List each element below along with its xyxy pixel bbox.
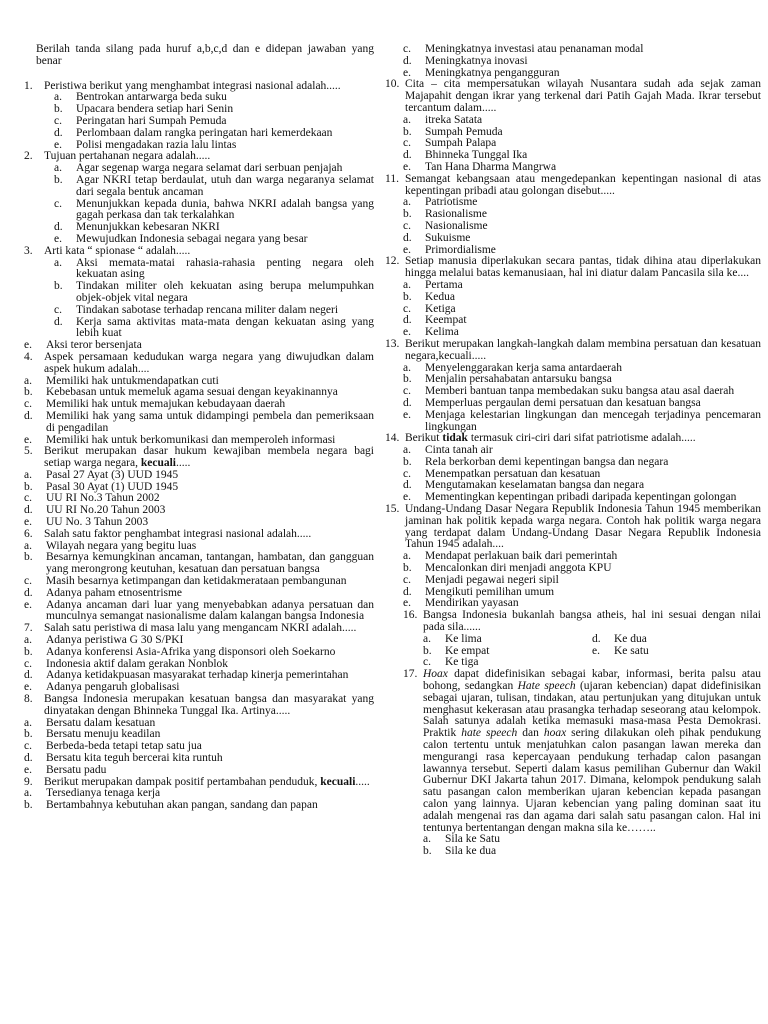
option-d[interactable]: d. Mengikuti pemilihan umum: [403, 585, 555, 598]
option-d[interactable]: d. Memperluas pergaulan demi persatuan dan kesatuan bangsa: [403, 396, 701, 409]
option-a[interactable]: a. Bersatu dalam kesatuan: [24, 716, 156, 729]
question-number: 7.: [24, 622, 33, 635]
option-c[interactable]: c. Ketiga: [403, 302, 456, 315]
option-d[interactable]: d. Adanya ketidakpuasan masyarakat terhadap kinerja pemerintahan: [24, 669, 349, 682]
option-c[interactable]: c. Menjadi pegawai negeri sipil: [403, 573, 559, 586]
question-16: [385, 610, 761, 669]
option-c[interactable]: c. Memiliki hak untuk memajukan kebudayaan daerah: [24, 398, 286, 411]
question-number: 8.: [24, 693, 33, 706]
question-text: Setiap manusia diperlakukan secara pantas, tidak dihina atau diperlakukan hingga melalui batas kemanusiaan, hal ini diatur dalam Pancasila sila ke....: [405, 255, 761, 280]
question-text: Cita – cita mempersatukan wilayah Nusantara sudah ada sejak zaman Majapahit dengan ikrar yang terkenal dari Patih Gajah Mada. Ikrar tersebut tercantum dalam.....: [405, 78, 761, 114]
question-text: Hoax dapat didefinisikan sebagai kabar, informasi, berita palsu atau bohong, sedangkan Hate speech (ujaran kebencian) dapat didefinisikan sebagai ujaran, tulisan, tindakan, atau pertunjukan yang ditujukan untuk menghasut kekerasan atau prasangka terhadap seseorang atau kelompok. Salah satunya adalah ketika memasuki masa-masa Pesta Demokrasi. Praktik hate speech dan hoax sering dilakukan oleh pihak pendukung calon tertentu untuk menjatuhkan calon pasangan lawan mereka dan mengurangi rasa kepercayaan pendukung terhadap calon pasangan lawannya tersebut. Seperti dalam kasus pemilihan Gubernur dan Wakil Gubernur DKI Jakarta tahun 2017. Dimana, kelompok pendukung salah satu pasangan calon memberikan ujaran kebencian kepada pasangan calon yang lainnya. Ujaran kebencian yang paling dominan saat itu adalah mengenai ras dan agama dari salah satu pasangan calon. Hal ini tentunya bertentangan dengan makna sila ke……..: [423, 668, 761, 834]
question-text: Berikut merupakan langkah-langkah dalam membina persatuan dan kesatuan negara,kecuali.....: [405, 337, 761, 362]
question-1: [24, 81, 374, 152]
option-a[interactable]: a. Agar segenap warga negara selamat dari serbuan penjajah: [54, 162, 343, 175]
option-e[interactable]: e. Adanya ancaman dari luar yang menyebabkan adanya persatuan dan munculnya semangat nasionalisme dalam kalangan bangsa Indonesia: [24, 598, 374, 623]
option-d[interactable]: d. Ke dua: [592, 632, 647, 645]
option-a[interactable]: a. Menyelenggarakan kerja sama antardaerah: [403, 361, 622, 374]
question-5: [24, 446, 374, 470]
left-column: [24, 44, 374, 812]
option-e[interactable]: e. Mendirikan yayasan: [403, 597, 519, 610]
option-a[interactable]: a. Sila ke Satu: [423, 833, 500, 846]
question-number: 12.: [385, 255, 400, 268]
option-e[interactable]: e. Kelima: [403, 326, 459, 339]
option-a[interactable]: a. Memiliki hak untukmendapatkan cuti: [24, 374, 219, 387]
option-c[interactable]: c. Memberi bantuan tanpa membedakan suku bangsa atau asal daerah: [403, 385, 735, 398]
option-a[interactable]: a. Bentrokan antarwarga beda suku: [54, 91, 227, 104]
option-d[interactable]: d. Perlombaan dalam rangka peringatan hari kemerdekaan: [54, 126, 333, 139]
question-3: [24, 246, 374, 340]
option-a[interactable]: a. Adanya peristiwa G 30 S/PKI: [24, 634, 184, 647]
option-d[interactable]: d. Memiliki hak yang sama untuk didampingi pembela dan pemeriksaan di pengadilan: [24, 409, 374, 434]
question-text: Salah satu peristiwa di masa lalu yang mengancam NKRI adalah.....: [44, 622, 357, 635]
option-c[interactable]: c. Indonesia aktif dalam gerakan Nonblok: [24, 657, 229, 670]
question-17: [385, 669, 761, 858]
option-d[interactable]: d. UU RI No.20 Tahun 2003: [24, 504, 166, 517]
question-text: Arti kata “ spionase “ adalah.....: [44, 244, 191, 257]
option-b[interactable]: b. Besarnya kemungkinan ancaman, tantangan, hambatan, dan gangguan yang merongrong keutuhan, kesatuan dan persatuan bangsa: [24, 551, 374, 576]
option-d[interactable]: d. Adanya paham etnosentrisme: [24, 586, 183, 599]
option-e[interactable]: e. Aksi teror bersenjata: [24, 339, 142, 352]
option-e[interactable]: e. Bersatu padu: [24, 763, 107, 776]
question-text: Aspek persamaan kedudukan warga negara yang diwujudkan dalam aspek hukum adalah....: [44, 350, 374, 375]
option-b[interactable]: b. Mencalonkan diri menjadi anggota KPU: [403, 562, 612, 575]
option-b[interactable]: b. Adanya konferensi Asia-Afrika yang disponsori oleh Soekarno: [24, 645, 336, 658]
question-number: 15.: [385, 503, 400, 516]
question-text: Bangsa Indonesia bukanlah bangsa atheis, hal ini sesuai dengan nilai pada sila......: [423, 609, 761, 634]
option-a[interactable]: a. Patriotisme: [403, 196, 478, 209]
right-column: [385, 44, 761, 858]
option-e[interactable]: e. UU No. 3 Tahun 2003: [24, 516, 149, 529]
option-e[interactable]: e. Meningkatnya pengangguran: [403, 66, 560, 79]
option-a[interactable]: a. Ke lima: [423, 632, 482, 645]
option-d[interactable]: d. Sukuisme: [403, 231, 471, 244]
question-13: [385, 339, 761, 363]
question-number: 3.: [24, 244, 33, 257]
question-number: 5.: [24, 445, 33, 458]
question-text: Semangat kebangsaan atau mengedepankan kepentingan nasional di atas kepentingan pribadi atau golongan disebut.....: [405, 172, 761, 197]
option-b[interactable]: b. Menjalin persahabatan antarsuku bangsa: [403, 373, 612, 386]
option-c[interactable]: c. Berbeda-beda tetapi tetap satu jua: [24, 740, 202, 753]
option-d[interactable]: d. Menunjukkan kebesaran NKRI: [54, 221, 220, 234]
option-c[interactable]: c. UU RI No.3 Tahun 2002: [24, 492, 160, 505]
question-number: 9.: [24, 775, 33, 788]
question-number: 4.: [24, 350, 33, 363]
question-8: [24, 694, 374, 718]
option-e[interactable]: e. Primordialisme: [403, 243, 496, 256]
option-b[interactable]: b. Bertambahnya kebutuhan akan pangan, sandang dan papan: [24, 799, 318, 812]
question-text: Salah satu faktor penghambat integrasi nasional adalah.....: [44, 527, 312, 540]
question-15: [385, 504, 761, 551]
option-d[interactable]: d. Meningkatnya inovasi: [403, 54, 528, 67]
question-text: Berikut tidak termasuk ciri-ciri dari sifat patriotisme adalah.....: [405, 432, 696, 445]
question-number: 13.: [385, 337, 400, 350]
option-d[interactable]: d. Keempat: [403, 314, 467, 327]
option-c[interactable]: c. Ke tiga: [423, 656, 479, 669]
question-text: Berikut merupakan dampak positif pertambahan penduduk, kecuali.....: [44, 775, 370, 788]
option-d[interactable]: d. Bhinneka Tunggal Ika: [403, 149, 528, 162]
option-e[interactable]: e. Tan Hana Dharma Mangrwa: [403, 160, 557, 173]
option-b[interactable]: b. Upacara bendera setiap hari Senin: [54, 103, 234, 116]
question-number: 10.: [385, 78, 400, 91]
option-b[interactable]: b. Kebebasan untuk memeluk agama sesuai dengan keyakinannya: [24, 386, 338, 399]
option-c[interactable]: c. Tindakan sabotase terhadap rencana militer dalam negeri: [54, 303, 339, 316]
option-c[interactable]: c. Meningkatnya investasi atau penanaman modal: [403, 43, 644, 55]
option-b[interactable]: b. Sumpah Pemuda: [403, 125, 503, 138]
question-number: 2.: [24, 150, 33, 163]
question-number: 11.: [385, 172, 399, 185]
option-b[interactable]: b. Bersatu menuju keadilan: [24, 728, 161, 741]
option-a[interactable]: a. Mendapat perlakuan baik dari pemerintah: [403, 550, 618, 563]
option-d[interactable]: d. Kerja sama aktivitas mata-mata dengan kekuatan asing yang lebih kuat: [54, 315, 374, 340]
option-e[interactable]: e. Adanya pengaruh globalisasi: [24, 681, 180, 694]
question-number: 6.: [24, 527, 33, 540]
question-2: [24, 151, 374, 245]
option-e[interactable]: e. Polisi mengadakan razia lalu lintas: [54, 138, 237, 151]
option-d[interactable]: d. Mengutamakan keselamatan bangsa dan negara: [403, 479, 645, 492]
option-c[interactable]: c. Menunjukkan kepada dunia, bahwa NKRI adalah bangsa yang gagah perkasa dan tak terkalahkan: [54, 197, 374, 222]
option-a[interactable]: a. Aksi memata-matai rahasia-rahasia penting negara oleh kekuatan asing: [54, 256, 374, 281]
option-b[interactable]: b. Kedua: [403, 290, 456, 303]
option-e[interactable]: e. Memiliki hak untuk berkomunikasi dan memperoleh informasi: [24, 433, 336, 446]
question-number: 17.: [403, 668, 418, 681]
question-number: 16.: [403, 609, 418, 622]
option-b[interactable]: b. Tindakan militer oleh kekuatan asing berupa melumpuhkan objek-objek vital negara: [54, 280, 374, 304]
option-e[interactable]: e. Mementingkan kepentingan pribadi daripada kepentingan golongan: [403, 491, 737, 504]
question-12: [385, 256, 761, 280]
option-c[interactable]: c. Nasionalisme: [403, 219, 488, 232]
option-b[interactable]: b. Pasal 30 Ayat (1) UUD 1945: [24, 480, 179, 493]
option-c[interactable]: c. Sumpah Palapa: [403, 137, 497, 150]
instructions: Berilah tanda silang pada huruf a,b,c,d dan e didepan jawaban yang benar: [36, 43, 374, 67]
question-text: Peristiwa berikut yang menghambat integrasi nasional adalah.....: [44, 79, 341, 92]
option-a[interactable]: a. Pasal 27 Ayat (3) UUD 1945: [24, 468, 179, 481]
option-b[interactable]: b. Rela berkorban demi kepentingan bangsa dan negara: [403, 455, 669, 468]
option-a[interactable]: a. itreka Satata: [403, 113, 483, 126]
option-a[interactable]: a. Wilayah negara yang begitu luas: [24, 539, 197, 552]
option-b[interactable]: b. Sila ke dua: [423, 845, 497, 858]
option-a[interactable]: a. Pertama: [403, 278, 463, 291]
option-b[interactable]: b. Rasionalisme: [403, 208, 487, 221]
question-text: Bangsa Indonesia merupakan kesatuan bangsa dan masyarakat yang dinyatakan dengan Bhinneka Tunggal Ika. Artinya.....: [44, 693, 374, 717]
question-text: Tujuan pertahanan negara adalah.....: [44, 150, 211, 163]
question-text: Undang-Undang Dasar Negara Republik Indonesia Tahun 1945 memberikan jaminan hak politik kepada warga negara. Contoh hak politik warga negara yang terdapat dalam Undang-Undang Dasar Negara Republik Indonesia Tahun 1945 adalah....: [405, 503, 761, 551]
option-c[interactable]: c. Masih besarnya ketimpangan dan ketidakmerataan pembangunan: [24, 575, 347, 588]
question-text: Berikut merupakan dasar hukum kewajiban membela negara bagi setiap warga negara, kecuali.....: [44, 445, 374, 470]
option-b[interactable]: b. Agar NKRI tetap berdaulat, utuh dan warga negaranya selamat dari segala bentuk ancaman: [54, 173, 374, 198]
option-a[interactable]: a. Cinta tanah air: [403, 444, 493, 457]
question-6: [24, 529, 374, 541]
question-11: [385, 174, 761, 198]
option-c[interactable]: c. Menempatkan persatuan dan kesatuan: [403, 467, 601, 480]
option-a[interactable]: a. Tersedianya tenaga kerja: [24, 787, 161, 800]
question-4: [24, 352, 374, 376]
question-10: [385, 79, 761, 114]
option-e[interactable]: e. Menjaga kelestarian lingkungan dan mencegah terjadinya pencemaran lingkungan: [403, 408, 761, 433]
option-d[interactable]: d. Bersatu kita teguh bercerai kita runtuh: [24, 752, 223, 765]
option-b[interactable]: b. Ke empat: [423, 644, 490, 657]
question-number: 14.: [385, 432, 400, 445]
option-e[interactable]: e. Ke satu: [592, 644, 649, 657]
option-c[interactable]: c. Peringatan hari Sumpah Pemuda: [54, 114, 227, 127]
question-number: 1.: [24, 79, 33, 92]
option-e[interactable]: e. Mewujudkan Indonesia sebagai negara yang besar: [54, 232, 308, 245]
